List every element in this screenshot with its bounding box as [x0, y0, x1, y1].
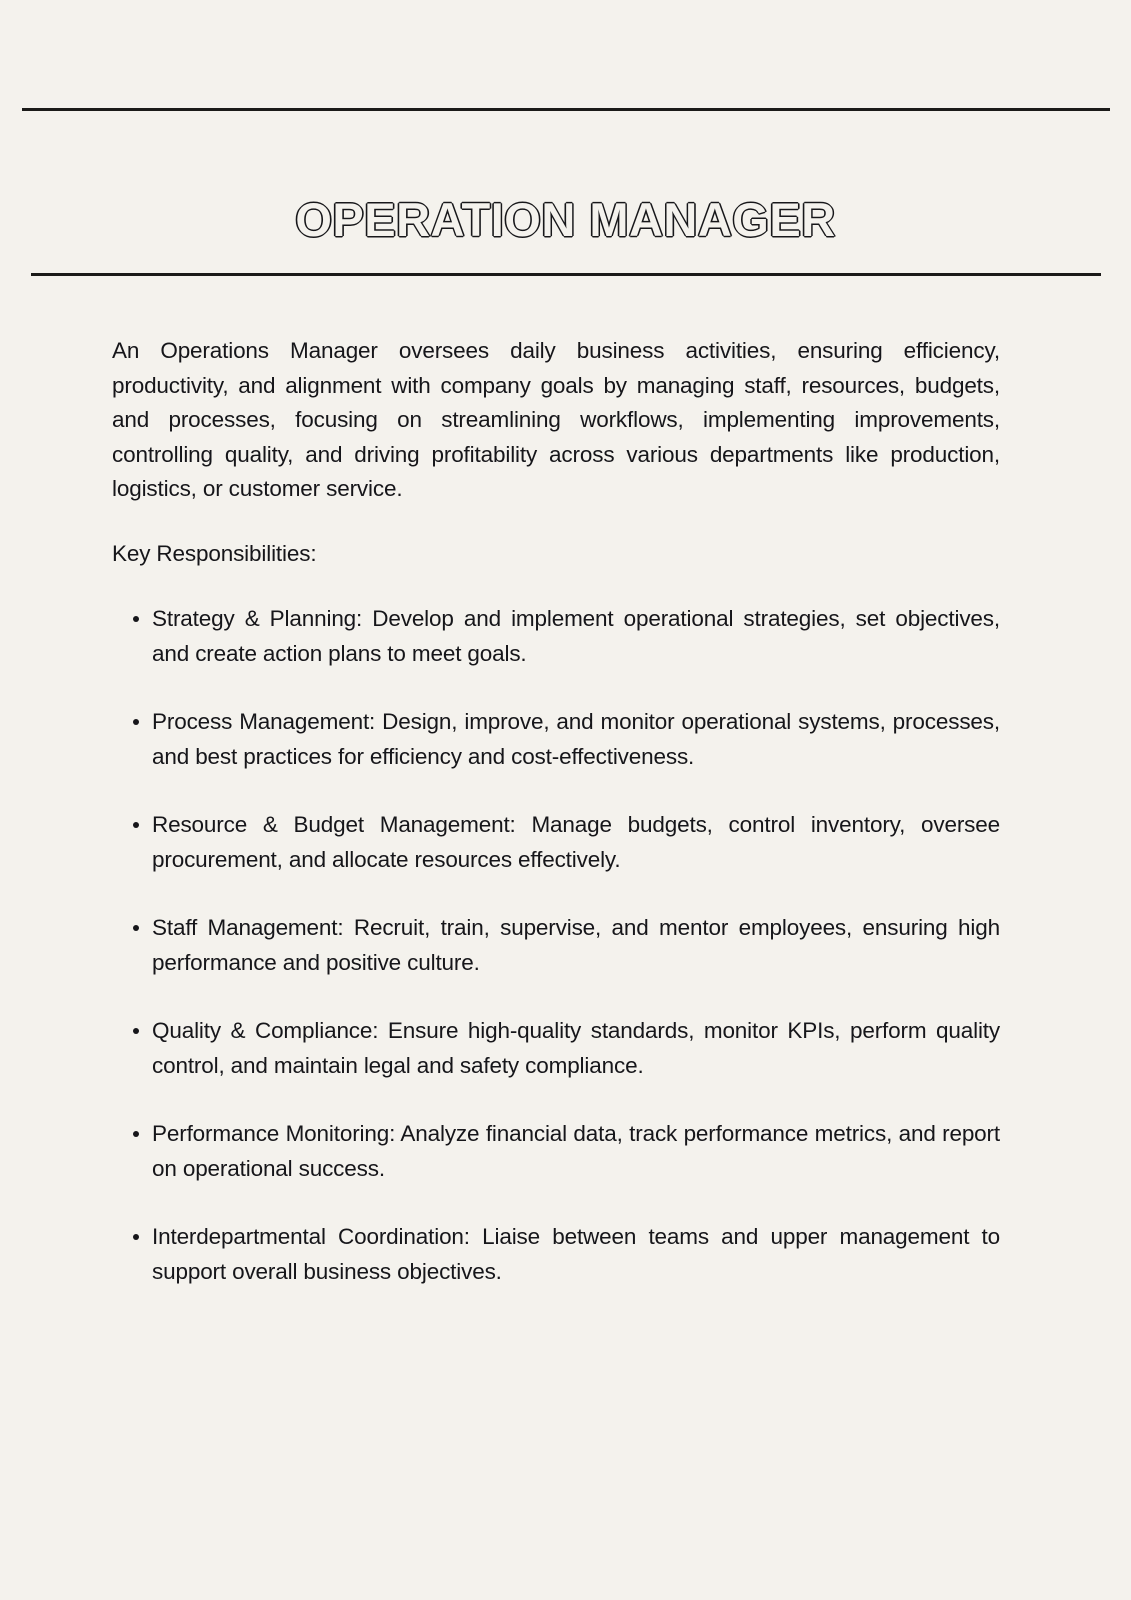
page-title: OPERATION MANAGER: [295, 193, 836, 247]
intro-paragraph: An Operations Manager oversees daily business activities, ensuring efficiency, productivity, and alignment with company goals by managing staff, resources, budgets, and processes, focusing on streamlining workflows, implementing improvements, controlling quality, and driving profitability across various departments like production, logistics, or customer service.: [112, 338, 1000, 501]
header-rule-top: [22, 108, 1110, 111]
list-item: [112, 602, 1000, 671]
bullet-dot-icon: [133, 1028, 139, 1034]
list-item: [112, 808, 1000, 877]
list-item: [112, 705, 1000, 774]
key-responsibilities-label: Key Responsibilities:: [112, 540, 317, 566]
list-item-text: Process Management: Design, improve, and monitor operational systems, processes, and best practices for efficiency and cost-effectiveness.: [152, 709, 1000, 769]
list-item-text: Performance Monitoring: Analyze financial data, track performance metrics, and report on operational success.: [152, 1121, 1000, 1181]
bullet-dot-icon: [133, 1234, 139, 1240]
list-item-text: Strategy & Planning: Develop and implement operational strategies, set objectives, and create action plans to meet goals.: [152, 606, 1000, 666]
document-body: [112, 334, 1000, 1289]
list-item-text: Resource & Budget Management: Manage budgets, control inventory, oversee procurement, and allocate resources effectively.: [152, 812, 1000, 872]
responsibilities-list: [112, 602, 1000, 1289]
list-item: [112, 1014, 1000, 1083]
list-item-text: Quality & Compliance: Ensure high-quality standards, monitor KPIs, perform quality control, and maintain legal and safety compliance.: [152, 1018, 1000, 1078]
list-item: [112, 1220, 1000, 1289]
list-item: [112, 911, 1000, 980]
bullet-dot-icon: [133, 1131, 139, 1137]
header-rule-bottom: [31, 273, 1101, 276]
page-title-container: [0, 163, 1131, 279]
list-item: [112, 1117, 1000, 1186]
bullet-dot-icon: [133, 719, 139, 725]
bullet-dot-icon: [133, 822, 139, 828]
bullet-dot-icon: [133, 925, 139, 931]
list-item-text: Interdepartmental Coordination: Liaise between teams and upper management to support overall business objectives.: [152, 1224, 1000, 1284]
list-item-text: Staff Management: Recruit, train, supervise, and mentor employees, ensuring high performance and positive culture.: [152, 915, 1000, 975]
bullet-dot-icon: [133, 616, 139, 622]
